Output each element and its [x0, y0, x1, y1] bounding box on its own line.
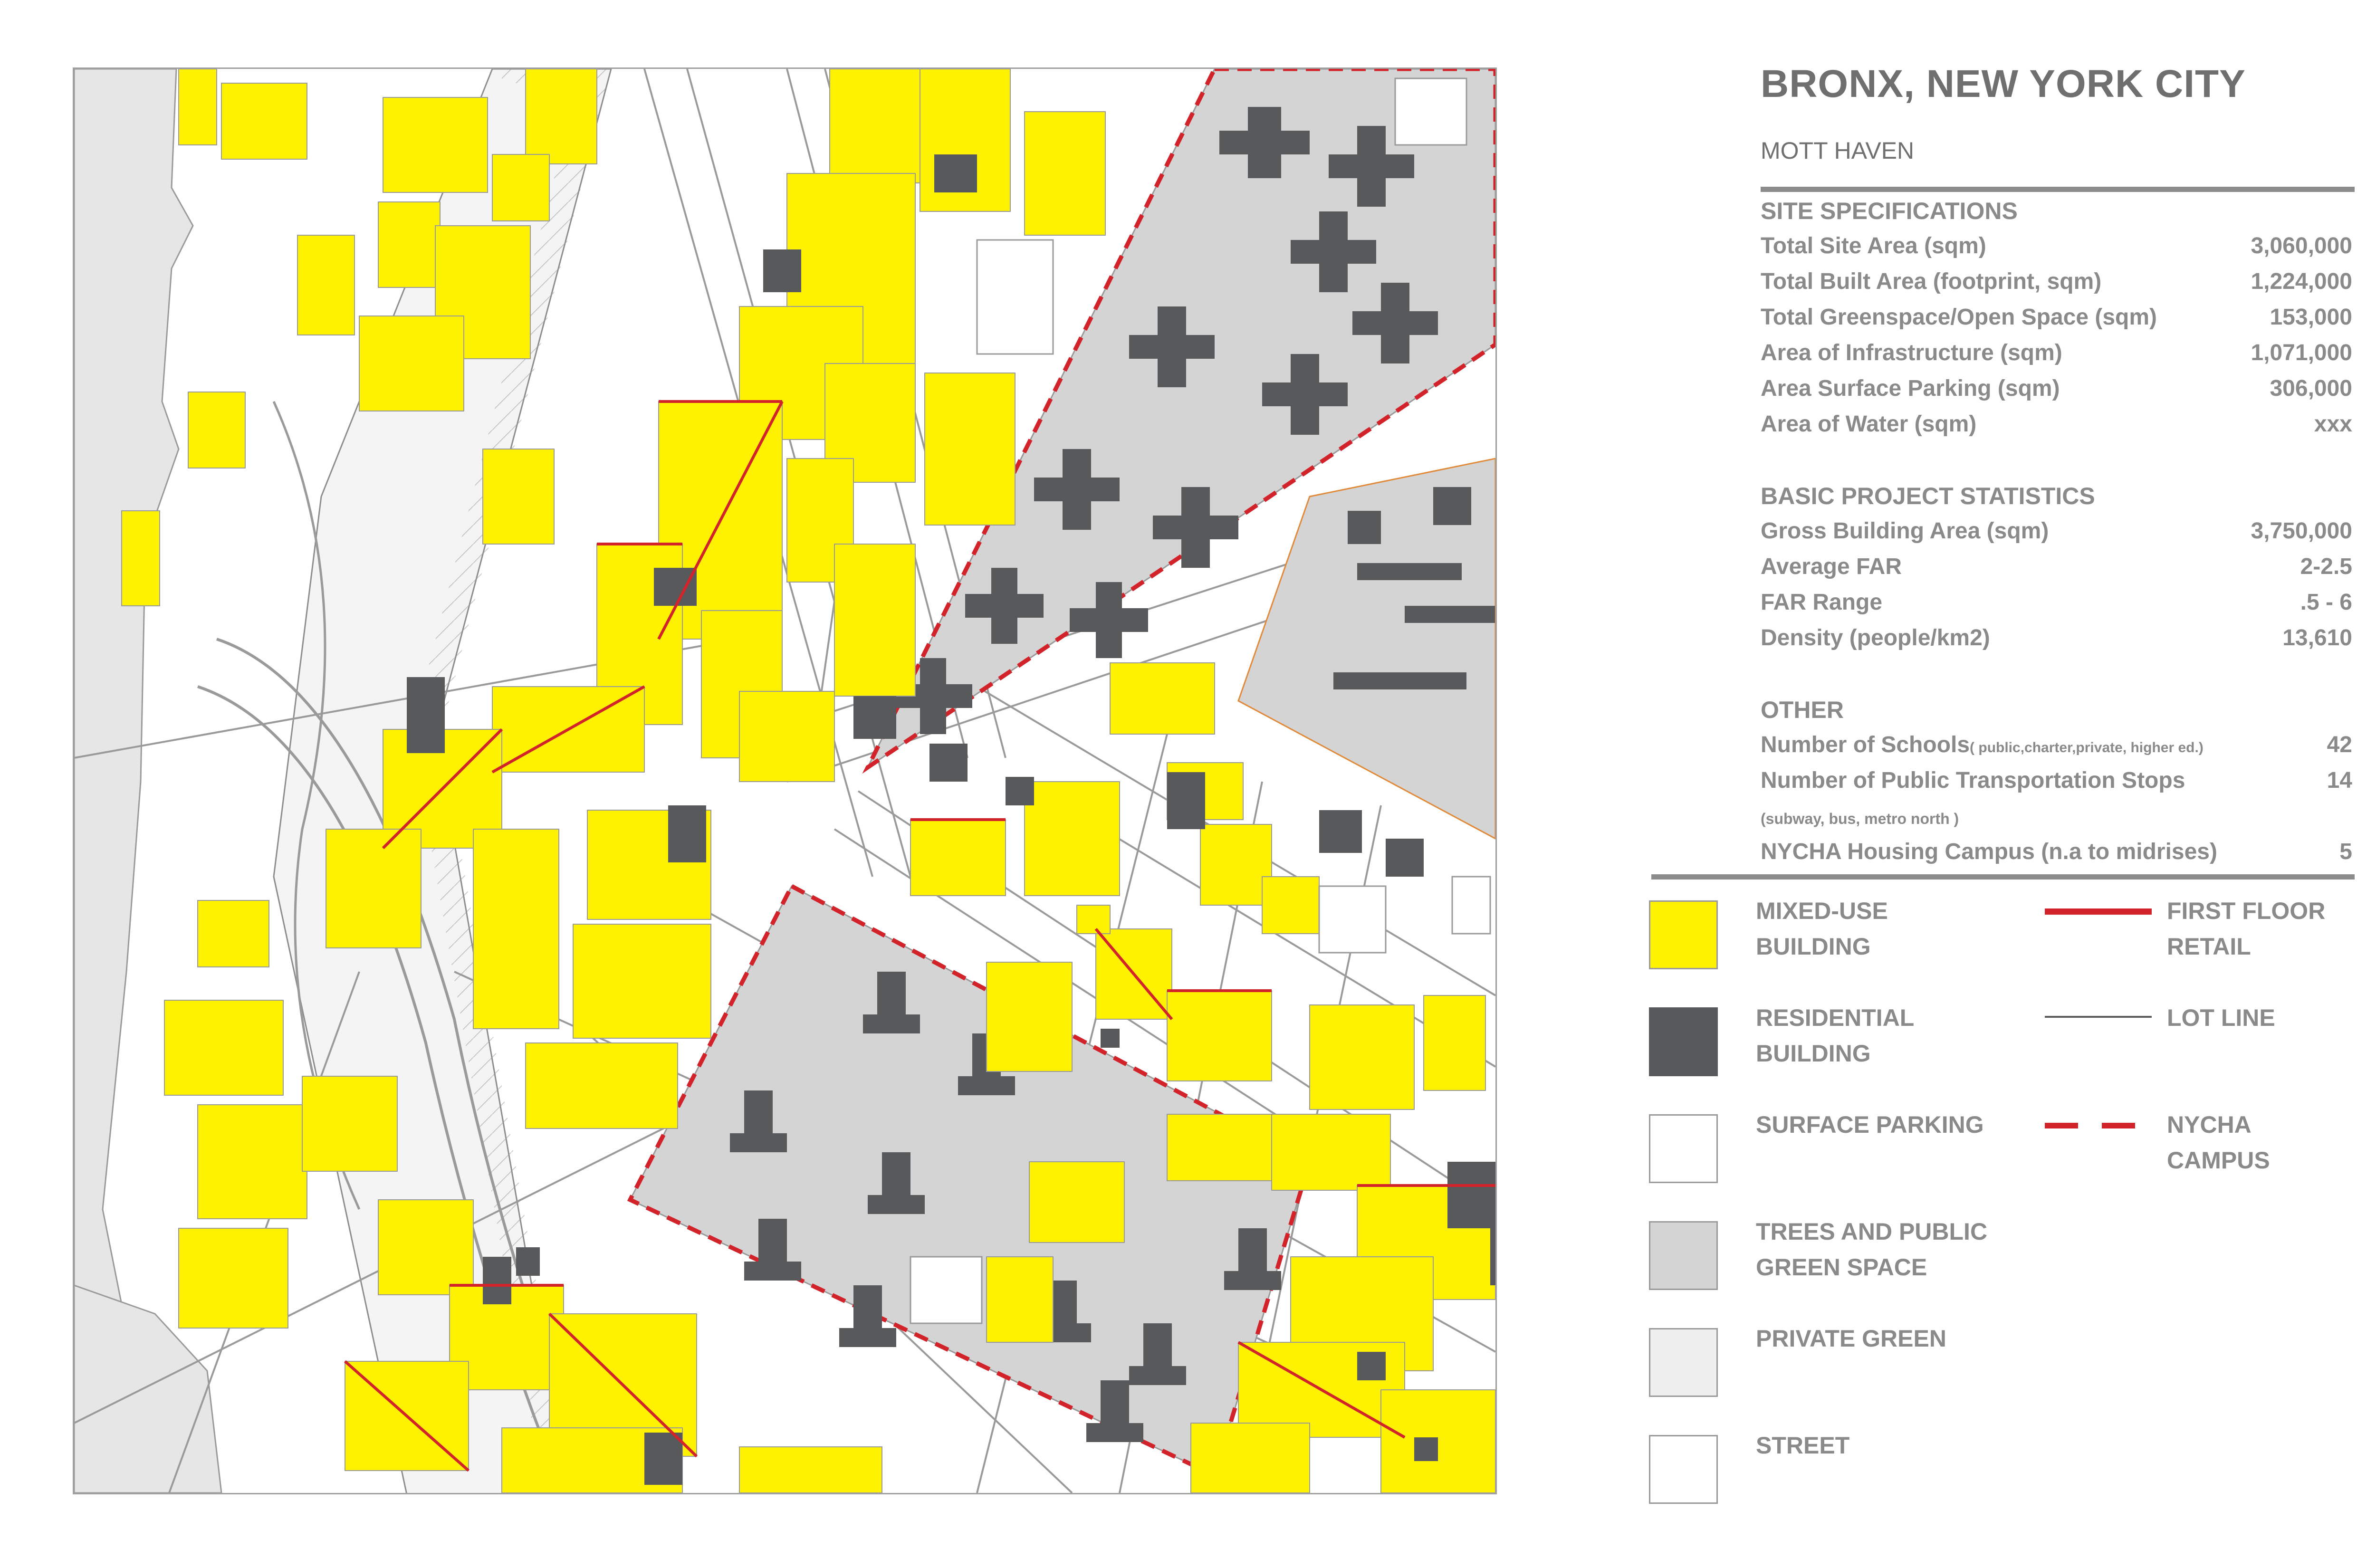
spec-value: 153,000 [2270, 305, 2352, 330]
map-canvas [74, 69, 1495, 1493]
spec-label: Area Surface Parking (sqm) [1761, 376, 2060, 401]
legend-label-street: STREET [1756, 1432, 1850, 1459]
stats-label: Gross Building Area (sqm) [1761, 518, 2049, 544]
legend-swatch-mixed-use [1649, 900, 1718, 969]
legend-line-nycha [2045, 1122, 2152, 1128]
schools-label: Number of Schools [1761, 732, 1970, 757]
transport-value: 14 [2327, 768, 2352, 793]
spec-value: xxx [2314, 411, 2352, 437]
spec-value: 1,071,000 [2251, 340, 2352, 365]
stats-label: Average FAR [1761, 554, 1902, 579]
legend-swatch-street [1649, 1435, 1718, 1504]
stats-row [1761, 589, 2352, 618]
schools-note: ( public,charter,private, higher ed.) [1970, 740, 2204, 755]
mott-haven-map[interactable] [73, 67, 1497, 1494]
stats-value: 3,750,000 [2251, 518, 2352, 544]
spec-row [1761, 340, 2352, 368]
other-row [1761, 767, 2352, 796]
stats-row [1761, 625, 2352, 653]
transport-label: Number of Public Transportation Stops [1761, 768, 2185, 793]
other-row [1761, 732, 2352, 760]
spec-row [1761, 233, 2352, 261]
other-heading: OTHER [1761, 697, 1844, 723]
nycha-label: NYCHA Housing Campus (n.a to midrises) [1761, 839, 2217, 864]
legend-label-mixed-use: MIXED-USE BUILDING [1756, 898, 1888, 960]
spec-row [1761, 268, 2352, 297]
legend-label-private-green: PRIVATE GREEN [1756, 1325, 1946, 1352]
spec-value: 3,060,000 [2251, 233, 2352, 258]
spec-label: Total Site Area (sqm) [1761, 233, 1986, 258]
legend-swatch-private-green [1649, 1328, 1718, 1397]
legend-label-lot-line: LOT LINE [2167, 1004, 2275, 1031]
legend-label-trees: TREES AND PUBLIC GREEN SPACE [1756, 1218, 1988, 1281]
legend-divider [1651, 874, 2355, 880]
legend-line-retail [2045, 908, 2152, 915]
harlem-river-water [74, 69, 193, 1493]
info-panel [1758, 0, 2357, 1568]
legend-label-residential: RESIDENTIAL BUILDING [1756, 1004, 1915, 1067]
spec-label: Area of Infrastructure (sqm) [1761, 340, 2062, 365]
stats-value: 13,610 [2282, 625, 2352, 650]
stats-label: Density (people/km2) [1761, 625, 1990, 650]
stats-row [1761, 518, 2352, 546]
spec-row [1761, 375, 2352, 404]
transport-note: (subway, bus, metro north ) [1761, 810, 1959, 827]
title-divider [1761, 187, 2355, 192]
spec-row [1761, 304, 2352, 333]
legend-label-parking: SURFACE PARKING [1756, 1111, 1984, 1138]
stats-value: 2-2.5 [2300, 554, 2352, 579]
page-subtitle: MOTT HAVEN [1761, 137, 1915, 164]
spec-label: Total Built Area (footprint, sqm) [1761, 269, 2102, 294]
page-title: BRONX, NEW YORK CITY [1761, 62, 2246, 105]
spec-value: 1,224,000 [2251, 269, 2352, 294]
legend-swatch-parking [1649, 1114, 1718, 1183]
spec-value: 306,000 [2270, 376, 2352, 401]
stats-row [1761, 554, 2352, 582]
legend-line-lot [2045, 1016, 2152, 1018]
legend-swatch-residential [1649, 1007, 1718, 1076]
legend-label-retail: FIRST FLOOR RETAIL [2167, 898, 2326, 960]
stats-value: .5 - 6 [2300, 590, 2352, 615]
stats-label: FAR Range [1761, 590, 1883, 615]
legend-label-nycha: NYCHA CAMPUS [2167, 1111, 2270, 1174]
basic-stats-heading: BASIC PROJECT STATISTICS [1761, 483, 2095, 509]
schools-value: 42 [2327, 732, 2352, 757]
other-row [1761, 839, 2352, 867]
legend-swatch-trees [1649, 1221, 1718, 1290]
spec-label: Area of Water (sqm) [1761, 411, 1977, 437]
spec-label: Total Greenspace/Open Space (sqm) [1761, 305, 2157, 330]
spec-row [1761, 411, 2352, 440]
site-spec-heading: SITE SPECIFICATIONS [1761, 198, 2018, 224]
nycha-value: 5 [2339, 839, 2352, 864]
